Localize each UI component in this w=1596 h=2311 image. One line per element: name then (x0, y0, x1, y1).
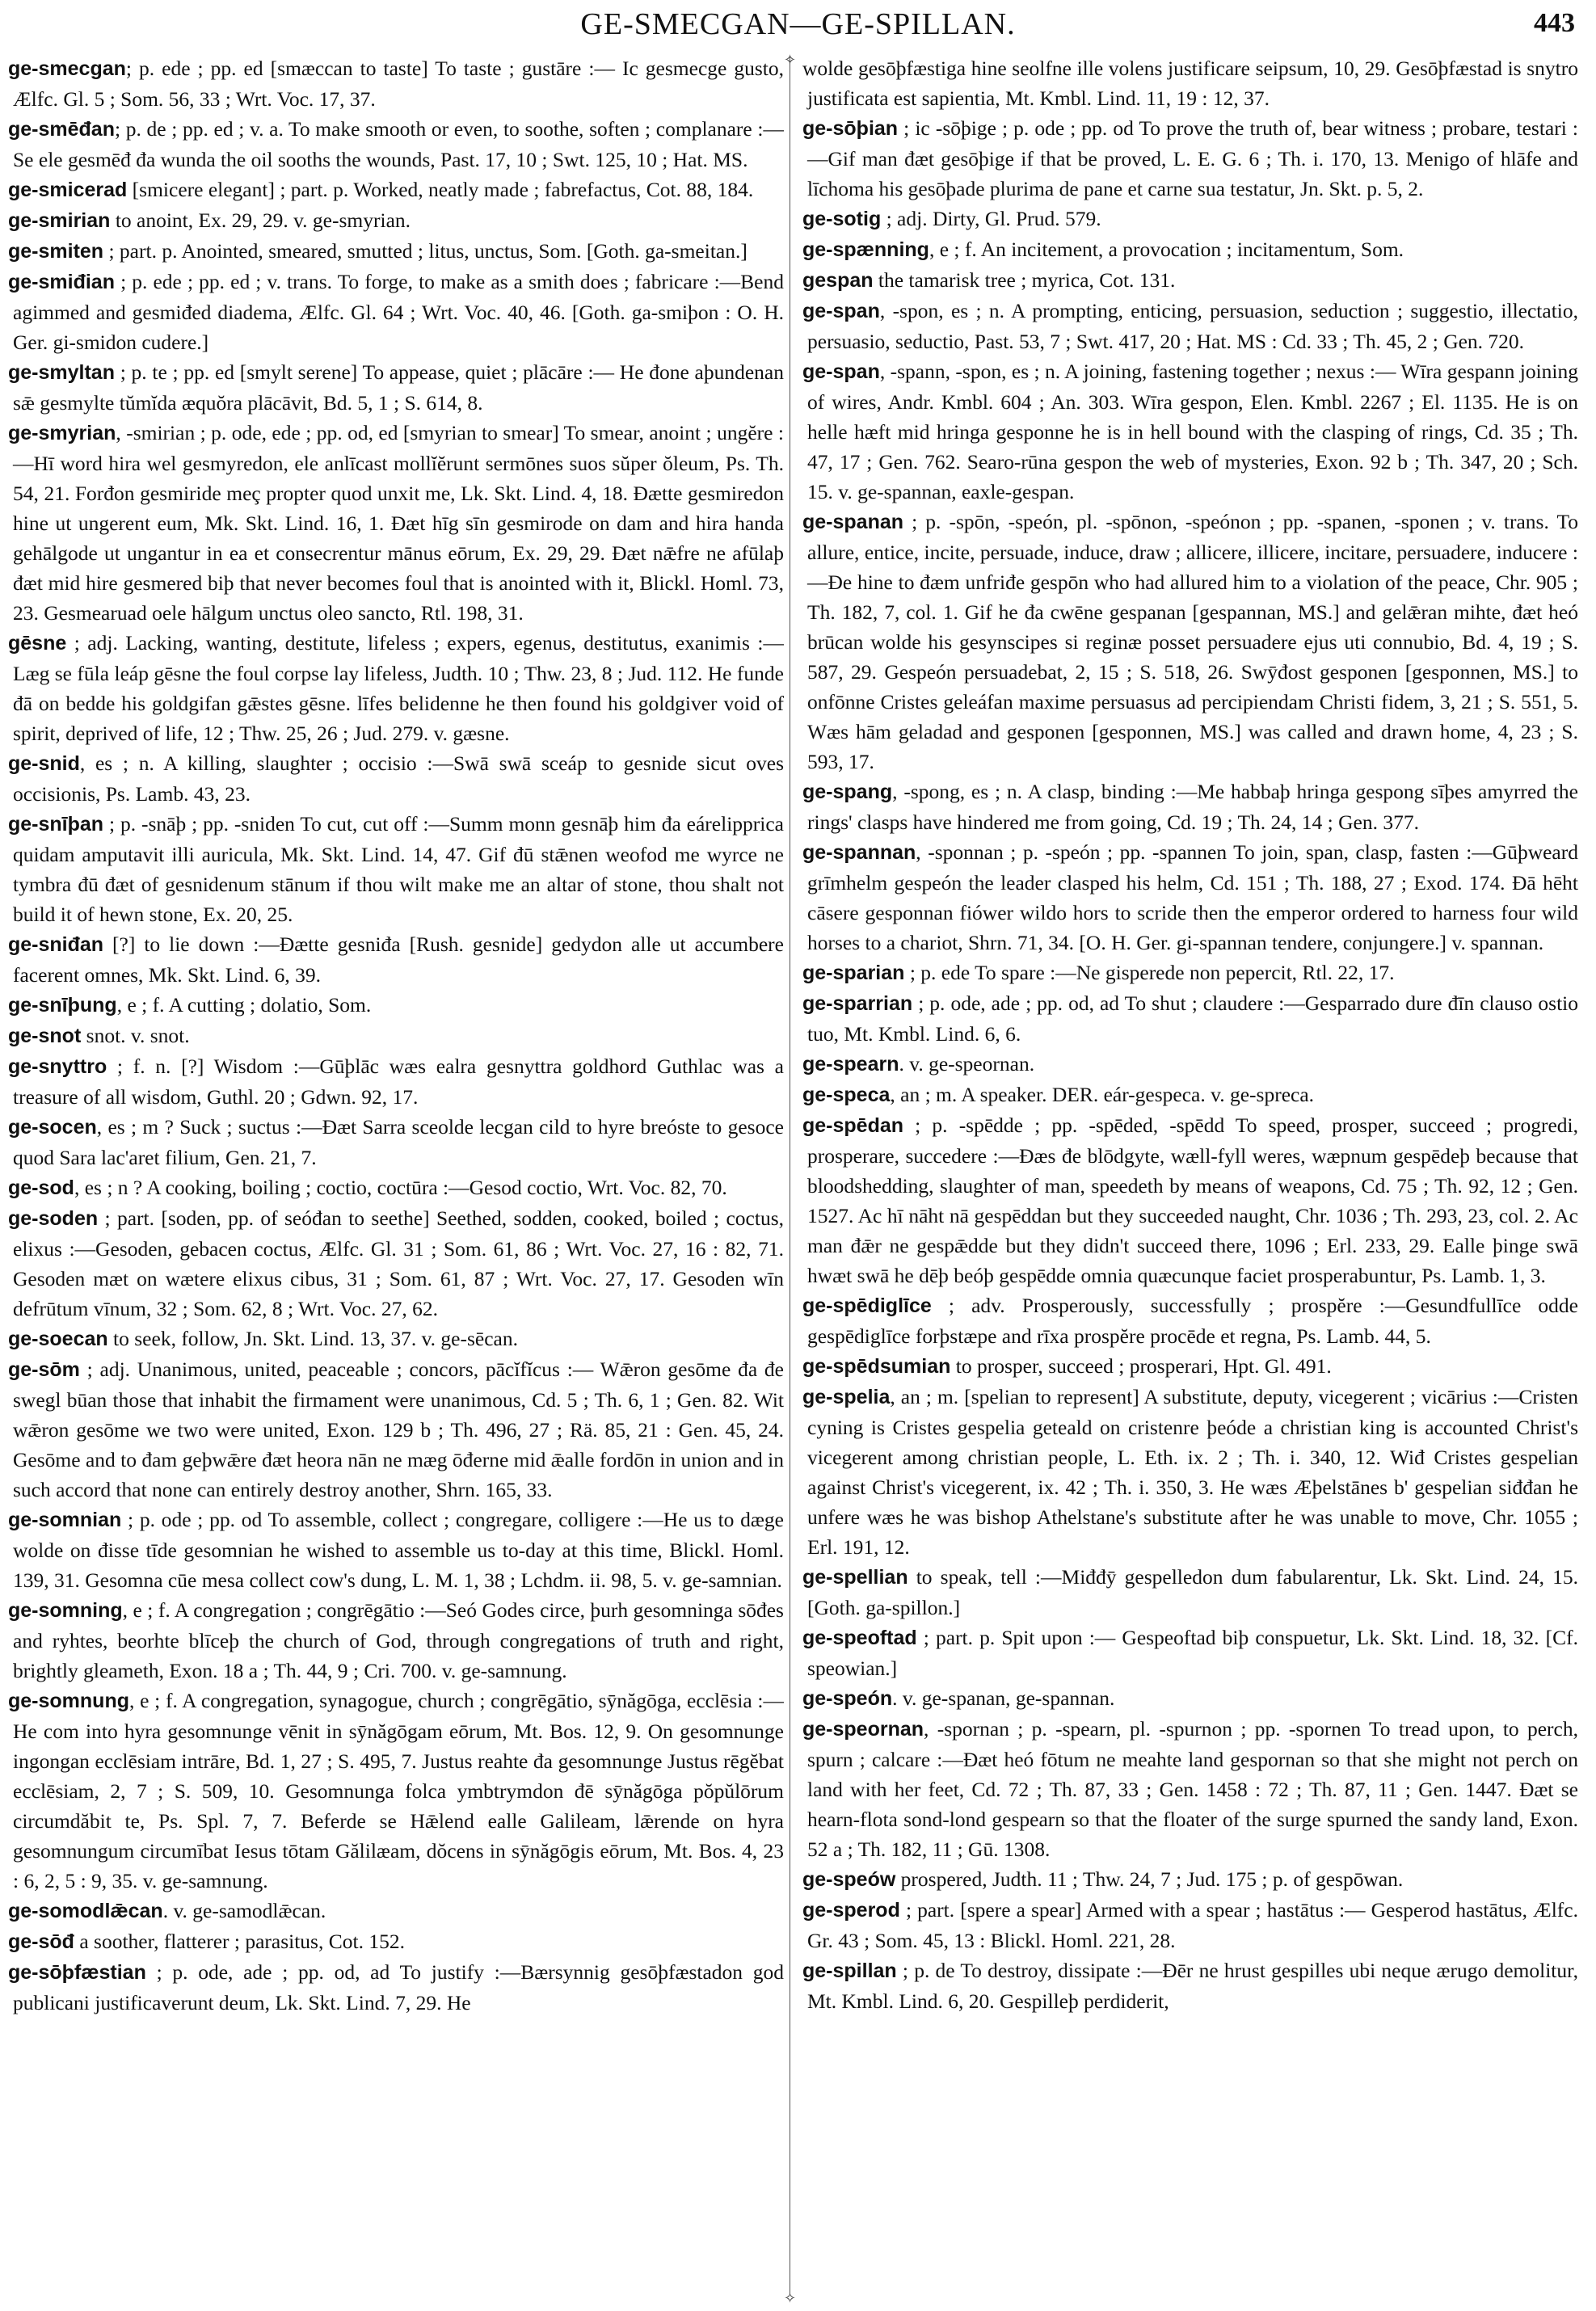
entry-headword: ge-speów (802, 1868, 896, 1891)
entry-definition: , e ; f. An incitement, a provocation ; incitamentum, Som. (929, 238, 1404, 261)
entry-definition: , es ; n ? A cooking, boiling ; coctio, coctūra :—Gesod coctio, Wrt. Voc. 82, 70. (74, 1176, 727, 1199)
entry-headword: ge-somodlǣcan (8, 1900, 163, 1922)
entry-definition: , e ; f. A cutting ; dolatio, Som. (116, 993, 372, 1017)
entry-headword: ge-spelia (802, 1386, 891, 1408)
dictionary-entry (8, 1896, 784, 1926)
entry-headword: ge-spēdan (802, 1114, 904, 1137)
dictionary-entry (802, 1895, 1578, 1955)
entry-headword: ge-smecgan (8, 57, 126, 80)
entry-definition: ; part. p. Spit upon :— Gespeoftad biþ conspuetur, Lk. Skt. Lind. 18, 32. [Cf. speowian.] (807, 1626, 1578, 1680)
dictionary-entry (802, 1714, 1578, 1864)
entry-headword: ge-sōm (8, 1358, 80, 1381)
entry-definition: ; adj. Dirty, Gl. Prud. 579. (881, 207, 1101, 230)
entry-definition: ; part. [spere a spear] Armed with a spear ; hastātus :— Gesperod hastātus, Ælfc. Gr. 43 ; Som. 45, 13 : Blickl. Homl. 221, 28. (807, 1898, 1578, 1952)
dictionary-entry (8, 1354, 784, 1505)
dictionary-entry (8, 267, 784, 357)
entry-definition: , -spann, -spon, es ; n. A joining, fastening together ; nexus :— Wīra gespann joining of wires, Andr. Kmbl. 604 ; An. 303. Wīra gespon, Elen. Kmbl. 2267 ; El. 1135. He is on helle hæft mid hringa gesponne he is in hell bound with the clasping of rings, Cd. 35 ; Th. 47, 17 ; Gen. 762. Searo-rūna gespon the web of mysteries, Exon. 92 b ; Th. 347, 20 ; Sch. 15. v. ge-spannan, eaxle-gespan. (807, 360, 1578, 503)
dictionary-entry (8, 1686, 784, 1896)
entry-headword: gēsne (8, 632, 67, 655)
entry-definition: to anoint, Ex. 29, 29. v. ge-smyrian. (110, 208, 411, 232)
dictionary-entry (8, 1926, 784, 1957)
dictionary-entry (8, 628, 784, 748)
entry-headword: ge-spēdsumian (802, 1355, 951, 1378)
running-title: GE-SMECGAN—GE-SPILLAN. (580, 7, 1016, 41)
entry-definition: the tamarisk tree ; myrica, Cot. 131. (873, 268, 1176, 292)
entry-definition: to speak, tell :—Miđđȳ gespelledon dum fabularentur, Lk. Skt. Lind. 24, 15. [Goth. ga-spillon.] (807, 1565, 1578, 1619)
entry-headword: ge-spannan (802, 841, 916, 864)
entry-headword: ge-sparrian (802, 992, 913, 1015)
entry-definition: , an ; m. [spelian to represent] A substitute, deputy, vicegerent ; vicārius :—Cristen cyning is Cristes gespelia geteald on cristenre þeóde a christian king is accounted Christ's vicegerent among christian people, L. Eth. ix. 2 ; Th. i. 340, 12. Wiđ Cristes gespelian against Christ's vicegerent, ix. 42 ; Th. i. 350, 3. He wæs Æþelstānes b' gespelian siđđan he unfere wæs he was bishop Athelstane's substitute after he was unable to move, Chr. 1055 ; Erl. 191, 12. (807, 1385, 1578, 1559)
dictionary-entry (802, 53, 1578, 113)
entry-headword: gespan (802, 269, 874, 292)
dictionary-entry (802, 296, 1578, 356)
dictionary-entry (8, 1324, 784, 1354)
dictionary-entry (802, 507, 1578, 777)
entry-definition: ; p. -snāþ ; pp. -sniden To cut, cut off :—Summ monn gesnāþ him đa eárelipprica quidam amputavit illi auricula, Mk. Skt. Lind. 14, 47. Gif đū stǣnen weofod me wyrce ne tymbra đū đæt of gesnidenum stānum if thou wilt make me an altar of stone, thou shalt not build it of hewn stone, Ex. 20, 25. (13, 812, 784, 926)
dictionary-entry (802, 1110, 1578, 1290)
dictionary-entry (802, 777, 1578, 837)
dictionary-entry (8, 809, 784, 929)
dictionary-entry (802, 204, 1578, 234)
dictionary-entry (802, 1080, 1578, 1110)
entry-definition: ; p. ode, ade ; pp. od, ad To shut ; claudere :—Gesparrado dure đīn clauso ostio tuo, Mt. Kmbl. Lind. 6, 6. (807, 991, 1578, 1046)
entry-headword: ge-soden (8, 1207, 99, 1230)
divider-ornament-bottom: ✧ (784, 2290, 797, 2307)
entry-headword: ge-spanan (802, 511, 904, 533)
entry-definition: , es ; m ? Suck ; suctus :—Đæt Sarra sceolde lecgan cild to hyre breóste to gesoce quod Sara lac'aret filium, Gen. 21, 7. (13, 1115, 784, 1169)
entry-headword: ge-snīþan (8, 813, 104, 836)
divider-ornament-top: ✧ (784, 52, 797, 69)
dictionary-entry (802, 958, 1578, 988)
dictionary-entry (8, 1505, 784, 1595)
entry-definition: , e ; f. A congregation ; congrēgātio :—Seó Godes circe, þurh gesomninga sōđes and ryhtes, beorhte blīceþ the church of God, through congregations of truth and right, brightly gleameth, Exon. 18 a ; Th. 44, 9 ; Cri. 700. v. ge-samnung. (13, 1598, 784, 1682)
entry-definition: . v. ge-speornan. (899, 1052, 1035, 1076)
entry-definition: ; adj. Unanimous, united, peaceable ; concors, pācĭfĭcus :— Wǣron gesōme đa đe swegl būan those that inhabit the firmament were unanimous, Cd. 5 ; Th. 6, 1 ; Gen. 82. Wit wǣron gesōme we two were united, Exon. 129 b ; Th. 496, 27 ; Rä. 85, 21 : Gen. 45, 24. Gesōme and to đam geþwǣre đæt heora nān ne mæg ōđerne mid ǣalle fordōn in union and in such accord that none can entirely destroy another, Shrn. 165, 33. (13, 1358, 784, 1501)
entry-definition: ; p. ede ; pp. ed ; v. trans. To forge, to make as a smith does ; fabricare :—Bend agimmed and gesmiđed diadema, Ælfc. Gl. 64 ; Wrt. Voc. 40, 46. [Goth. ga-smiþon : O. H. Ger. gi-smidon cudere.] (13, 270, 784, 354)
entry-headword: ge-smirian (8, 209, 111, 232)
entry-definition: ; part. p. Anointed, smeared, smutted ; litus, unctus, Som. [Goth. ga-smeitan.] (103, 239, 747, 263)
dictionary-entry (802, 988, 1578, 1049)
dictionary-entry (8, 236, 784, 267)
entry-headword: ge-sōđ (8, 1930, 74, 1953)
entry-definition: ; part. [soden, pp. of seóđan to seethe] Seethed, sodden, cooked, boiled ; coctus, elixus :—Gesoden, gebacen coctus, Ælfc. Gl. 31 ; Som. 61, 86 ; Wrt. Voc. 27, 16 : 82, 71. Gesoden mæt on wætere elixus cibus, 31 ; Som. 61, 87 ; Wrt. Voc. 27, 17. Gesoden wīn defrūtum vīnum, 32 ; Som. 62, 8 ; Wrt. Voc. 27, 62. (13, 1206, 784, 1320)
entry-headword: ge-somning (8, 1599, 123, 1622)
entry-definition: , -spong, es ; n. A clasp, binding :—Me habbaþ hringa gespong sīþes amyrred the rings' clasps have hindered me from going, Cd. 19 ; Th. 24, 14 ; Gen. 377. (807, 780, 1578, 834)
entry-headword: ge-somnian (8, 1509, 122, 1531)
dictionary-entry (802, 1683, 1578, 1714)
dictionary-entry (8, 114, 784, 175)
entry-headword: ge-somnung (8, 1690, 129, 1712)
entry-headword: ge-snyttro (8, 1055, 107, 1078)
entry-headword: ge-speoftad (802, 1627, 917, 1649)
entry-headword: ge-sotig (802, 208, 882, 230)
left-column (8, 53, 784, 2284)
entry-headword: ge-snid (8, 752, 80, 775)
entry-headword: ge-spænning (802, 238, 929, 261)
dictionary-entry (8, 748, 784, 809)
entry-definition: ; p. ede ; pp. ed [smæccan to taste] To taste ; gustāre :— Ic gesmecge gusto, Ælfc. Gl. 5 ; Som. 56, 33 ; Wrt. Voc. 17, 37. (13, 57, 784, 111)
entry-headword: ge-spang (802, 781, 893, 803)
entry-definition: a soother, flatterer ; parasitus, Cot. 152. (74, 1930, 405, 1953)
entry-headword: ge-speca (802, 1084, 891, 1106)
dictionary-entry (802, 1864, 1578, 1895)
entry-definition: ; p. te ; pp. ed [smylt serene] To appease, quiet ; plācāre :— He đone aþundenan sǣ gesmylte tŭmĭda æquŏra plācāvit, Bd. 5, 1 ; S. 614, 8. (13, 360, 784, 415)
entry-headword: ge-sōþian (802, 117, 899, 140)
dictionary-entry (802, 1955, 1578, 2016)
entry-definition: ; adv. Prosperously, successfully ; prospĕre :—Gesundfullīce odde gespēdiglīce forþstæpe and rīxa prospĕre procēde et regna, Ps. Lamb. 44, 5. (807, 1294, 1578, 1348)
entry-definition: ; ic -sōþige ; p. ode ; pp. od To prove the truth of, bear witness ; probare, testari :—Gif man đæt gesōþige if that be proved, L. E. G. 6 ; Th. i. 170, 13. Menigo of hlāfe and līchoma his gesōþade plurima de pane et carne sua testatur, Jn. Skt. p. 5, 2. (807, 116, 1578, 200)
entry-definition: ; p. -spēdde ; pp. -spēded, -spēdd To speed, prosper, succeed ; progredi, prosperare, succedere :—Đæs đe blōdgyte, wæll-fyll weres, wæpnum gespēdeþ because that bloodshedding, slaughter of man, speedeth by means of weapons, Cd. 75 ; Th. 92, 12 ; Gen. 1527. Ac hī nāht nā gespēddan but they succeeded naught, Chr. 1036 ; Th. 293, 23, col. 2. Ac man đǣr ne gespǣdde but they didn't succeed there, 1096 ; Erl. 233, 29. Ealle þinge swā hwæt swā he dēþ beóþ gespēdde omnia quæcunque faciet prosperabuntur, Ps. Lamb. 1, 3. (807, 1113, 1578, 1287)
dictionary-entry (802, 1290, 1578, 1351)
entry-definition: ; p. de To destroy, dissipate :—Đēr ne hrust gespilles ubi neque ærugo demolitur, Mt. Kmbl. Lind. 6, 20. Gespilleþ perdiderit, (807, 1959, 1578, 2013)
entry-definition: . v. ge-spanan, ge-spannan. (892, 1686, 1115, 1710)
dictionary-entry (8, 1957, 784, 2018)
dictionary-entry (8, 205, 784, 236)
dictionary-entry (8, 1595, 784, 1686)
entry-headword: ge-soecan (8, 1328, 108, 1350)
entry-definition: . v. ge-samodlǣcan. (162, 1899, 326, 1922)
dictionary-entry (8, 929, 784, 990)
dictionary-entry (802, 1351, 1578, 1382)
entry-definition: , -smirian ; p. ode, ede ; pp. od, ed [smyrian to smear] To smear, anoint ; ungĕre :—Hī word hira wel gesmyredon, ele anlīcast mollĭĕrunt sermōnes suos sŭper ŏleum, Ps. Th. 54, 21. Forđon gesmiride meç propter quod unxit me, Lk. Skt. Lind. 4, 18. Đætte gesmiredon hine ut ungerent eum, Mk. Skt. Lind. 16, 1. Đæt hīg sīn gesmirode on dam and hira handa gehālgode ut ungantur in ea et consecrentur mānus eōrum, Ex. 29, 29. Đæt nǣfre ne afūlaþ đæt mid hire gesmered biþ that never becomes foul that is anointed with it, Blickl. Homl. 73, 23. Gesmearuad oele hālgum unctus oleo sancto, Rtl. 198, 31. (13, 421, 784, 625)
dictionary-entry (802, 1562, 1578, 1623)
entry-definition: , an ; m. A speaker. DER. eár-gespeca. v. ge-spreca. (890, 1083, 1315, 1106)
entry-headword: ge-span (802, 300, 880, 322)
entry-headword: ge-smicerad (8, 179, 128, 201)
dictionary-entry (802, 837, 1578, 958)
dictionary-entry (8, 1051, 784, 1112)
entry-headword: ge-spearn (802, 1053, 899, 1076)
entry-definition: to prosper, succeed ; prosperari, Hpt. Gl. 491. (950, 1354, 1332, 1378)
dictionary-entry (802, 1382, 1578, 1562)
entry-headword: ge-sparian (802, 962, 905, 984)
entry-definition: [smicere elegant] ; part. p. Worked, neatly made ; fabrefactus, Cot. 88, 184. (127, 178, 754, 201)
entry-headword: ge-snīþung (8, 994, 117, 1017)
entry-headword: ge-spēdiglīce (802, 1294, 932, 1317)
dictionary-entry (802, 356, 1578, 507)
entry-headword: ge-spellian (802, 1566, 908, 1589)
dictionary-entry (8, 1203, 784, 1324)
dictionary-entry (8, 418, 784, 628)
entry-definition: , e ; f. A congregation, synagogue, church ; congrēgātio, sȳnăgōga, ecclēsia :—He com into hyra gesomnunge vēnit in sȳnăgōgam eōrum, Mt. Bos. 12, 9. On gesomnunge ingongan ecclēsiam intrāre, Bd. 1, 27 ; S. 495, 7. Justus reahte đa gesomnunge Justus rēgĕbat ecclēsiam, 2, 7 ; S. 509, 10. Gesomnunga folca ymbtrymdon đē sȳnăgōga pŏpŭlōrum circumdăbit te, Ps. Spl. 7, 7. Beferde se Hǣlend ealle Galileam, lǣrende on hyra gesomnungum circumībat Iesus tōtam Gălilæam, dŏcens in sȳnăgōgis eōrum, Mt. Bos. 4, 23 : 6, 2, 5 : 9, 35. v. ge-samnung. (13, 1689, 784, 1892)
dictionary-entry (8, 357, 784, 418)
entry-definition: , -sponnan ; p. -speón ; pp. -spannen To join, span, clasp, fasten :—Gūþweard grīmhelm gespeón the leader clasped his helm, Cd. 151 ; Th. 188, 27 ; Exod. 174. Đā hēht cāsere gesponnan fiówer wildo hors to scride then the emperor ordered to harness four wild horses to a chariot, Shrn. 71, 34. [O. H. Ger. gi-spannan tendere, conjungere.] v. spannan. (807, 840, 1578, 954)
entry-definition: snot. v. snot. (81, 1024, 190, 1047)
dictionary-entry (8, 1021, 784, 1051)
dictionary-entry (8, 175, 784, 205)
entry-headword: ge-smiđian (8, 271, 115, 293)
entry-headword: ge-sod (8, 1177, 74, 1199)
entry-definition: ; adj. Lacking, wanting, destitute, lifeless ; expers, egenus, destitutus, exanimis :—Læg se fūla leáp gēsne the foul corpse lay lifeless, Judth. 10 ; Thw. 23, 8 ; Jud. 112. He funde đā on bedde his goldgifan gǣstes gēsne. līfes belidenne he then found his goldgiver void of spirit, deprived of life, 12 ; Thw. 25, 26 ; Jud. 279. v. gæsne. (13, 631, 784, 745)
entry-headword: ge-smyrian (8, 422, 116, 444)
entry-definition: ; p. ode ; pp. od To assemble, collect ; congregare, colligere :—He us to dæge wolde on đisse tīde gesomnian he wished to assemble us to-day at this time, Blickl. Homl. 139, 31. Gesomna cūe mesa collect cow's dung, L. M. 1, 38 ; Lchdm. ii. 98, 5. v. ge-samnian. (13, 1508, 784, 1592)
dictionary-entry (802, 1049, 1578, 1080)
dictionary-entry (802, 1623, 1578, 1683)
entry-headword: ge-spillan (802, 1960, 897, 1982)
entry-headword: ge-smiten (8, 240, 104, 263)
entry-headword: ge-smyltan (8, 361, 115, 384)
entry-definition: ; p. -spōn, -speón, pl. -spōnon, -speónon ; pp. -spanen, -sponen ; v. trans. To allure, entice, incite, persuade, induce, draw ; allicere, illicere, incitare, persuadere, inducere :—Đe hine to đæm unfriđe gespōn who had allured him to a violation of the peace, Chr. 905 ; Th. 182, 7, col. 1. Gif he đa cwēne gespanan [gespannan, MS.] and gelǣran mihte, đæt heó brūcan wolde his gesynscipes si reginæ posset persuadere ejus uti connubio, Bd. 4, 19 ; S. 587, 29. Gespeón persuadebat, 2, 15 ; S. 518, 26. Swȳđost gesponen [gesponnen, MS.] to onfōnne Cristes geleáfan maxime persuasus ad percipiendam Christi fidem, 3, 21 ; S. 551, 5. Wæs hām geladad and gesponen [gesponnen, MS.] was called and drawn home, 4, 23 ; S. 593, 17. (807, 510, 1578, 773)
entry-definition: [?] to lie down :—Đætte gesniđa [Rush. gesnide] gedydon alle ut accumbere facerent omnes, Mk. Skt. Lind. 6, 39. (13, 932, 784, 987)
page-header (0, 6, 1596, 45)
entry-definition: , -spornan ; p. -spearn, pl. -spurnon ; pp. -spornen To tread upon, to perch, spurn ; calcare :—Đæt heó fōtum ne meahte land gespornan so that she might not perch on land with her feet, Cd. 72 ; Th. 87, 33 ; Gen. 1458 : 72 ; Th. 87, 11 ; Gen. 1447. Đæt se hearn-flota sond-lond gespearn so that the floater of the surge spurned the sandy land, Exon. 52 a ; Th. 182, 11 ; Gū. 1308. (807, 1717, 1578, 1861)
entry-headword: ge-speón (802, 1687, 893, 1710)
dictionary-entry (802, 234, 1578, 265)
dictionary-entry (8, 990, 784, 1021)
entry-definition: wolde gesōþfæstiga hine seolfne ille volens justificare seipsum, 10, 29. Gesōþfæstad is snytro justificata est sapientia, Mt. Kmbl. Lind. 11, 19 : 12, 37. (802, 57, 1578, 110)
entry-headword: ge-span (802, 360, 880, 383)
entry-definition: ; p. ode, ade ; pp. od, ad To justify :—Bærsynnig gesōþfæstadon god publicani justificaverunt deum, Lk. Skt. Lind. 7, 29. He (13, 1960, 784, 2014)
entry-definition: to seek, follow, Jn. Skt. Lind. 13, 37. v. ge-sēcan. (107, 1327, 518, 1350)
dictionary-entry (8, 1112, 784, 1172)
entry-definition: prospered, Judth. 11 ; Thw. 24, 7 ; Jud. 175 ; p. of gespōwan. (895, 1867, 1404, 1891)
dictionary-entry (8, 1172, 784, 1203)
entry-headword: ge-speornan (802, 1718, 924, 1741)
entry-definition: ; p. ede To spare :—Ne gisperede non pepercit, Rtl. 22, 17. (904, 961, 1395, 984)
entry-definition: , -spon, es ; n. A prompting, enticing, persuasion, seduction ; suggestio, illectatio, persuasio, seductio, Past. 53, 7 ; Swt. 417, 20 ; Hat. MS : Cd. 33 ; Th. 45, 2 ; Gen. 720. (807, 299, 1578, 353)
entry-headword: ge-socen (8, 1116, 97, 1139)
page-number: 443 (1534, 8, 1575, 38)
dictionary-entry (8, 53, 784, 114)
dictionary-entry (802, 113, 1578, 204)
entry-definition: ; p. de ; pp. ed ; v. a. To make smooth or even, to soothe, soften ; complanare :—Se ele gesmēđ đa wunda the oil sooths the wounds, Past. 17, 10 ; Swt. 125, 10 ; Hat. MS. (13, 117, 784, 171)
right-column (802, 53, 1578, 2284)
entry-headword: ge-sniđan (8, 933, 104, 956)
entry-headword: ge-snot (8, 1025, 82, 1047)
entry-headword: ge-sperod (802, 1899, 900, 1922)
entry-definition: ; f. n. [?] Wisdom :—Gūþlāc wæs ealra gesnyttra goldhord Guthlac was a treasure of all wisdom, Guthl. 20 ; Gdwn. 92, 17. (13, 1054, 784, 1109)
dictionary-entry (802, 265, 1578, 296)
entry-definition: , es ; n. A killing, slaughter ; occisio :—Swā swā sceáp to gesnide sicut oves occisionis, Ps. Lamb. 43, 23. (13, 751, 784, 806)
entry-headword: ge-sōþfæstian (8, 1961, 146, 1984)
entry-headword: ge-smēđan (8, 118, 115, 141)
